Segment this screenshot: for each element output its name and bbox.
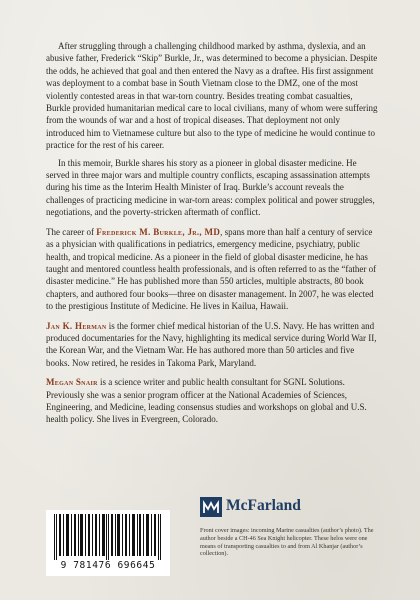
publisher-logo (200, 495, 350, 521)
author-name-burkle: Frederick M. Burkle, Jr., MD (96, 226, 221, 237)
author-bio-snair (46, 376, 378, 426)
author-bio-herman (46, 320, 378, 370)
blurb-text (46, 40, 378, 431)
blurb-paragraph-2: In this memoir, Burkle shares his story as a pioneer in global disaster medicine. He served in three major wars and multiple country conflicts, escaping assassination attempts during his time as the Interim Health Minister of Iraq. Burkle’s account reveals the challenges of practicing medicine in war-torn areas: complex political and power struggles, negotiations, and the poverty-stricken aftermath of conflict. (46, 157, 375, 218)
blurb-paragraph-1: After struggling through a challenging childhood marked by asthma, dyslexia, and an abusive father, Frederick “Skip” Burkle, Jr., was determined to become a physician. Despite the odds, he achieved that goal and then entered the Navy as a draftee. His first assignment was deployment to a combat base in South Vietnam close to the DMZ, one of the most violently contested areas in that war-torn country. Besides treating combat casualties, Burkle provided humanitarian medical care to local civilians, many of whom were suffering from the wounds of war and a host of tropical diseases. That deployment not only introduced him to Vietnamese culture but also to the type of medicine he would continue to practice for the rest of his career. (46, 41, 378, 151)
author-name-herman: Jan K. Herman (46, 320, 107, 331)
author-name-snair: Megan Snair (46, 377, 98, 388)
bio-text: is a science writer and public health consultant for SGNL Solutions. Previously she was a senior program officer at the National Academies of Sciences, Engineering, and Medicine, leading consensus studies and workshops on global and U.S. health policy. She lives in Evergreen, Colorado. (46, 377, 367, 425)
cover-image-caption: Front cover images: incoming Marine casualties (author’s photo). The author beside a CH-46 Sea Knight helicopter. These helos were one means of transporting casualties to and from Al Khanjar (author’s collection). (200, 527, 374, 558)
isbn-barcode (46, 510, 170, 576)
mcfarland-logo-icon (200, 497, 222, 517)
bio-text: , spans more than half a century of service as a physician with qualifications in pediatrics, emergency medicine, psychiatry, public health, and tropical medicine. As a pioneer in the field of global disaster medicine, he has taught and mentored countless health professionals, and is often referred to as the “father of disaster medicine.” He has published more than 550 articles, multiple abstracts, 80 book chapters, and authored four books—three on disaster management. In 2007, he was elected to the prestigious Institute of Medicine. He lives in Kailua, Hawaii. (46, 226, 377, 312)
bio-text: is the former chief medical historian of the U.S. Navy. He has written and produced documentaries for the Navy, highlighting its medical service during World War II, the Korean War, and the Vietnam War. He has authored more than 50 articles and five books. Now retired, he resides in Takoma Park, Maryland. (46, 320, 377, 368)
publisher-name: McFarland (226, 497, 301, 514)
isbn-digits: 9 781476 696645 (60, 560, 156, 571)
barcode-bars-icon (52, 514, 164, 560)
author-bio-burkle (46, 226, 378, 313)
bio-lead: The career of (46, 226, 97, 237)
